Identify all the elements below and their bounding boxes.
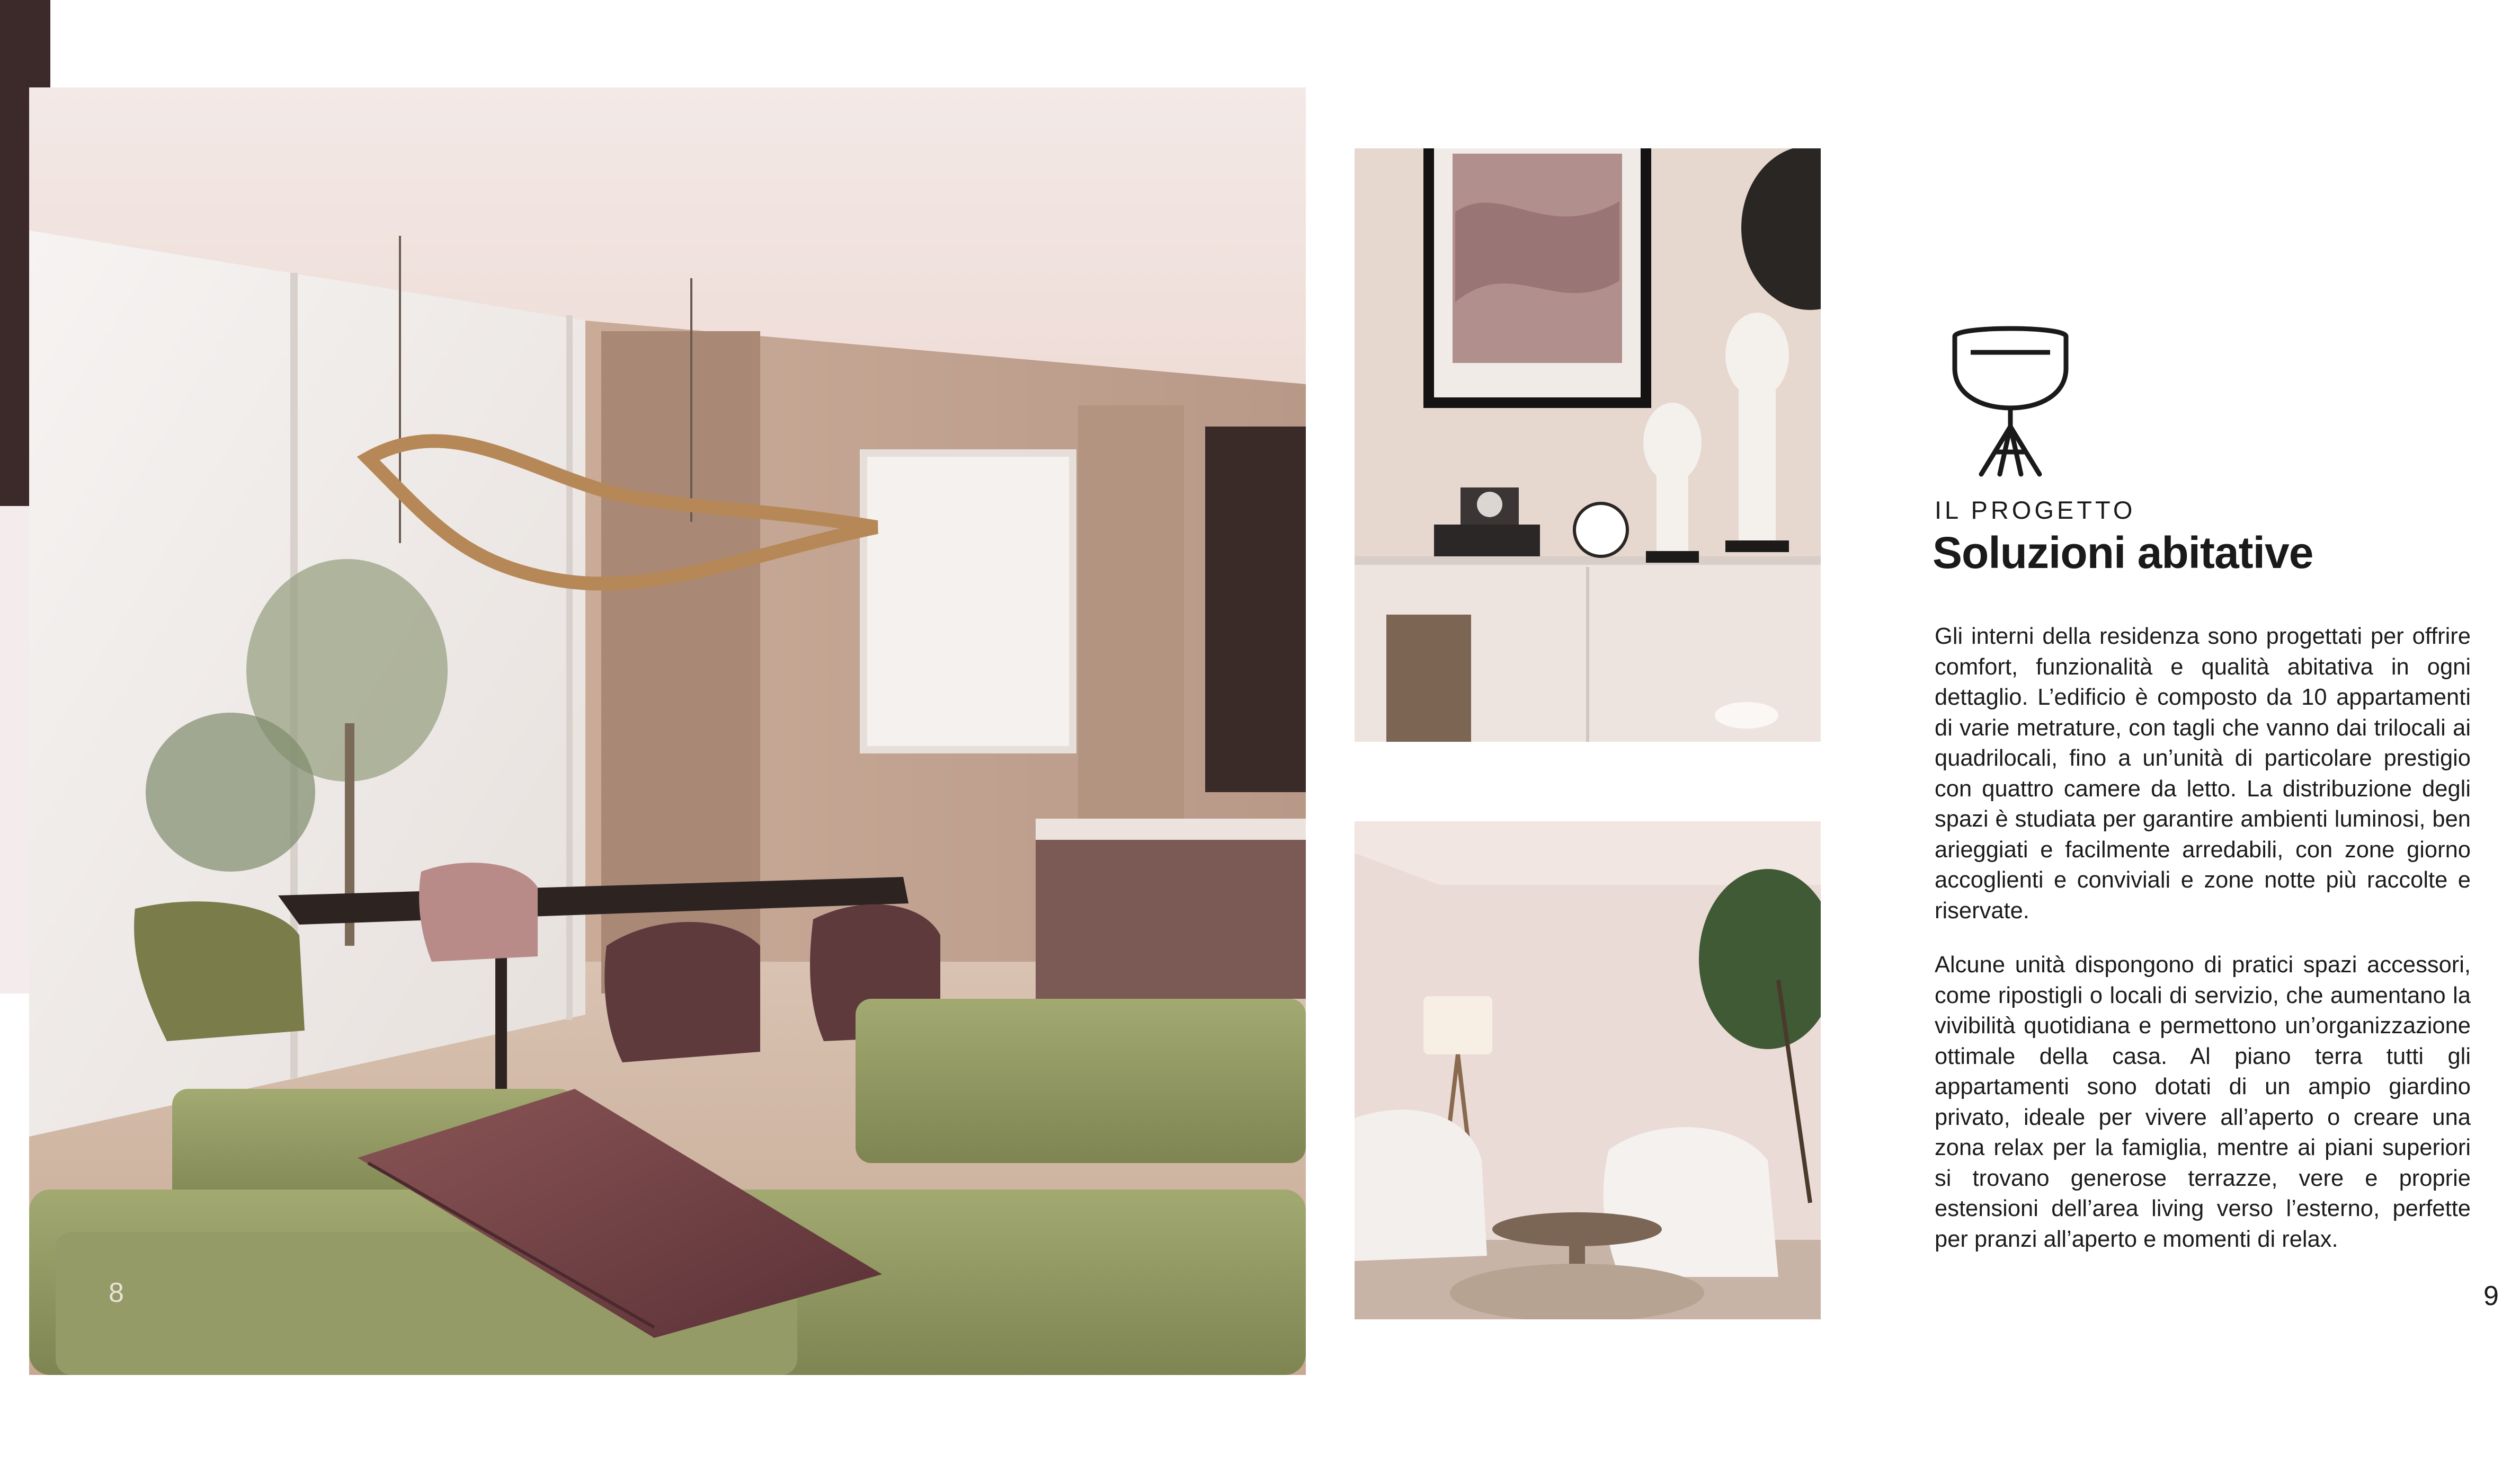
section-title: Soluzioni abitative [1933,528,2313,578]
sideboard-photo [1355,148,1821,742]
body-paragraph: Alcune unità dispongono di pratici spazi accessori, come ripostigli o locali di servizio, che aumentano la vivibilità quotidiana e permettono un’organizzazione ottimale della casa. Al piano terra tutti gli appartamenti sono dotati di un ampio giardino privato, ideale per vivere all’aperto o creare una zona relax per la famiglia, mentre ai piani superiori si trovano generose terrazze, vere e proprie estensioni dell’area living verso l’esterno, perfette per pranzi all’aperto e momenti di relax. [1935,952,2471,1252]
sideboard-illustration [1355,148,1821,742]
main-interior-photo [29,87,1306,1375]
living-room-illustration [29,87,1306,1375]
section-kicker: IL PROGETTO [1935,496,2136,524]
page-number-left: 8 [109,1277,124,1308]
lounge-illustration [1355,821,1821,1319]
chair-icon [1944,321,2077,480]
page-number-right: 9 [2483,1281,2499,1311]
body-paragraph: Gli interni della residenza sono progettati per offrire comfort, funzionalità e qualità abitativa in ogni dettaglio. L’edificio è composto da 10 appartamenti di varie metrature, con tagli che vanno dai trilocali ai quadrilocali, fino a un’unità di particolare prestigio con quattro camere da letto. La distribuzione degli spazi è studiata per garantire ambienti luminosi, ben arieggiati e facilmente arredabili, con zone giorno accoglienti e conviviali e zone notte più raccolte e riservate. [1935,624,2471,924]
lounge-photo [1355,821,1821,1319]
